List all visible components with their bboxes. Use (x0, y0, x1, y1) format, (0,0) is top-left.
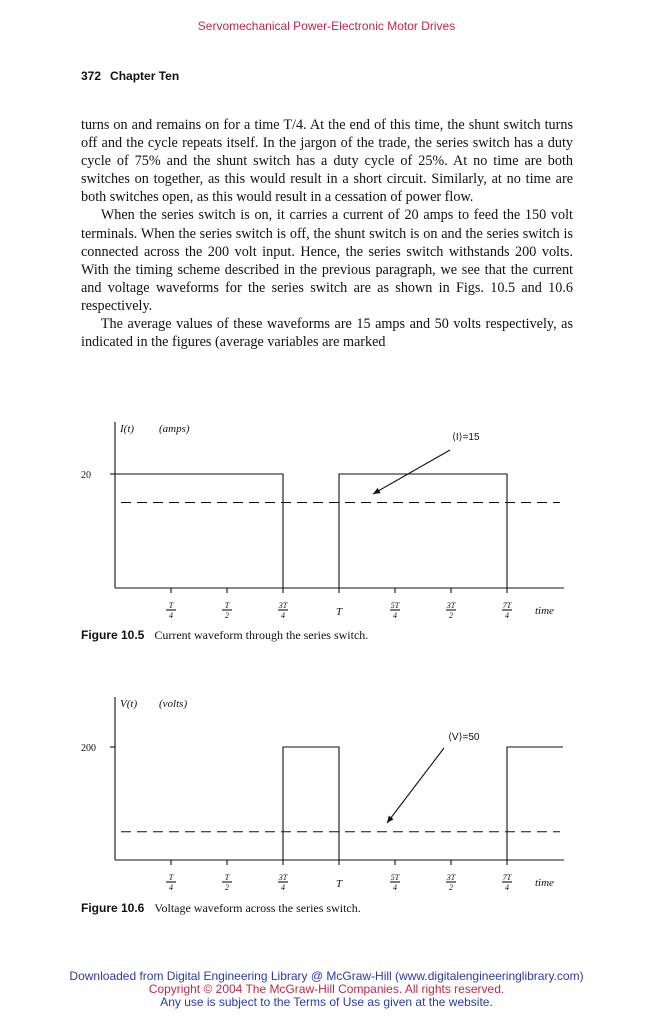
fig2-arrow-head (387, 816, 394, 823)
fig1-x-label: time (535, 605, 554, 617)
chapter-title: Chapter Ten (110, 69, 180, 83)
fig2-x-tick-denominator: 2 (225, 883, 229, 892)
fig2-y-tick-label: 200 (81, 743, 96, 754)
fig2-x-tick-numerator: 5T (390, 873, 400, 882)
book-title-banner: Servomechanical Power-Electronic Motor Drives (197, 19, 456, 33)
fig1-x-tick-denominator: 2 (225, 611, 229, 620)
fig1-x-tick-numerator: 5T (390, 601, 400, 610)
fig1-x-tick-numerator: T (224, 601, 230, 610)
fig1-x-tick-label: T (335, 606, 343, 618)
figure-10-5-current-waveform (0, 410, 653, 625)
fig2-y-label: V(t) (120, 698, 138, 710)
footer-download-link[interactable]: Downloaded from Digital Engineering Library @ McGraw-Hill (www.digitalengineeringlibrary.com) (69, 969, 584, 983)
fig1-arrow-head (373, 488, 381, 494)
fig2-x-tick-denominator: 4 (169, 883, 173, 892)
fig1-waveform (115, 474, 507, 588)
fig1-x-tick-denominator: 4 (393, 611, 397, 620)
fig2-y-unit: (volts) (159, 698, 188, 710)
fig1-y-tick-label: 20 (81, 470, 91, 481)
fig2-x-tick-label: T (335, 878, 343, 890)
fig1-x-tick-denominator: 2 (449, 611, 453, 620)
fig2-x-tick-numerator: T (168, 873, 174, 882)
running-head (81, 69, 179, 83)
figure-10-5-label: Figure 10.5 (81, 628, 145, 642)
fig2-x-tick-denominator: 2 (449, 883, 453, 892)
fig2-x-tick-numerator: T (224, 873, 230, 882)
figure-10-5-text: Current waveform through the series switch. (154, 628, 369, 642)
fig1-x-tick-denominator: 4 (169, 611, 173, 620)
fig1-x-tick-numerator: T (168, 601, 174, 610)
footer-copyright: Copyright © 2004 The McGraw-Hill Companies. All rights reserved. (148, 982, 505, 996)
fig1-x-tick-denominator: 4 (505, 611, 509, 620)
fig1-average-arrow (373, 450, 450, 494)
fig2-average-label: ⟨V⟩=50 (448, 732, 480, 743)
figure-10-6-label: Figure 10.6 (81, 901, 145, 915)
fig2-x-label: time (535, 877, 554, 889)
paragraph-2: When the series switch is on, it carries a current of 20 amps to feed the 150 volt terminals. When the series switch is off, the shunt switch is on and the series switch is connected across the 200 volt input. Hence, the series switch withstands 200 volts. With the timing scheme described in the previous paragraph, we see that the current and voltage waveforms for the series switch are as shown in Figs. 10.5 and 10.6 respectively. (81, 207, 573, 314)
fig2-waveform (283, 747, 563, 860)
fig2-x-tick-denominator: 4 (505, 883, 509, 892)
paragraph-3: The average values of these waveforms are 15 amps and 50 volts respectively, as indicated in the figures (average variables are marked (81, 316, 573, 351)
fig2-average-arrow (387, 748, 444, 823)
fig1-x-tick-numerator: 7T (502, 601, 512, 610)
fig1-y-unit: (amps) (159, 423, 190, 435)
figure-10-6-caption (81, 901, 361, 916)
figure-10-5-caption (81, 628, 368, 643)
footer-terms-link[interactable]: Any use is subject to the Terms of Use as given at the website. (160, 995, 493, 1009)
fig2-x-tick-numerator: 3T (278, 873, 288, 882)
fig2-x-tick-denominator: 4 (393, 883, 397, 892)
fig2-x-tick-numerator: 7T (502, 873, 512, 882)
page-number: 372 (81, 69, 102, 83)
figure-10-6-text: Voltage waveform across the series switch. (154, 901, 361, 915)
figure-10-6-voltage-waveform (0, 685, 653, 900)
fig2-x-tick-numerator: 3T (446, 873, 456, 882)
footer (0, 970, 653, 1009)
paragraph-1: turns on and remains on for a time T/4. At the end of this time, the shunt switch turns off and the cycle repeats itself. In the jargon of the trade, the series switch has a duty cycle of 75% and the shunt switch has a duty cycle of 25%. At no time are both switches on together, as this would result in a short circuit. Similarly, at no time are both switches open, as this would result in a cessation of power flow. (81, 117, 573, 206)
fig2-x-tick-denominator: 4 (281, 883, 285, 892)
fig1-y-label: I(t) (120, 423, 135, 435)
fig1-x-tick-denominator: 4 (281, 611, 285, 620)
fig1-x-tick-numerator: 3T (446, 601, 456, 610)
fig1-average-label: ⟨I⟩=15 (452, 432, 480, 443)
body-text (81, 116, 573, 351)
fig1-x-tick-numerator: 3T (278, 601, 288, 610)
